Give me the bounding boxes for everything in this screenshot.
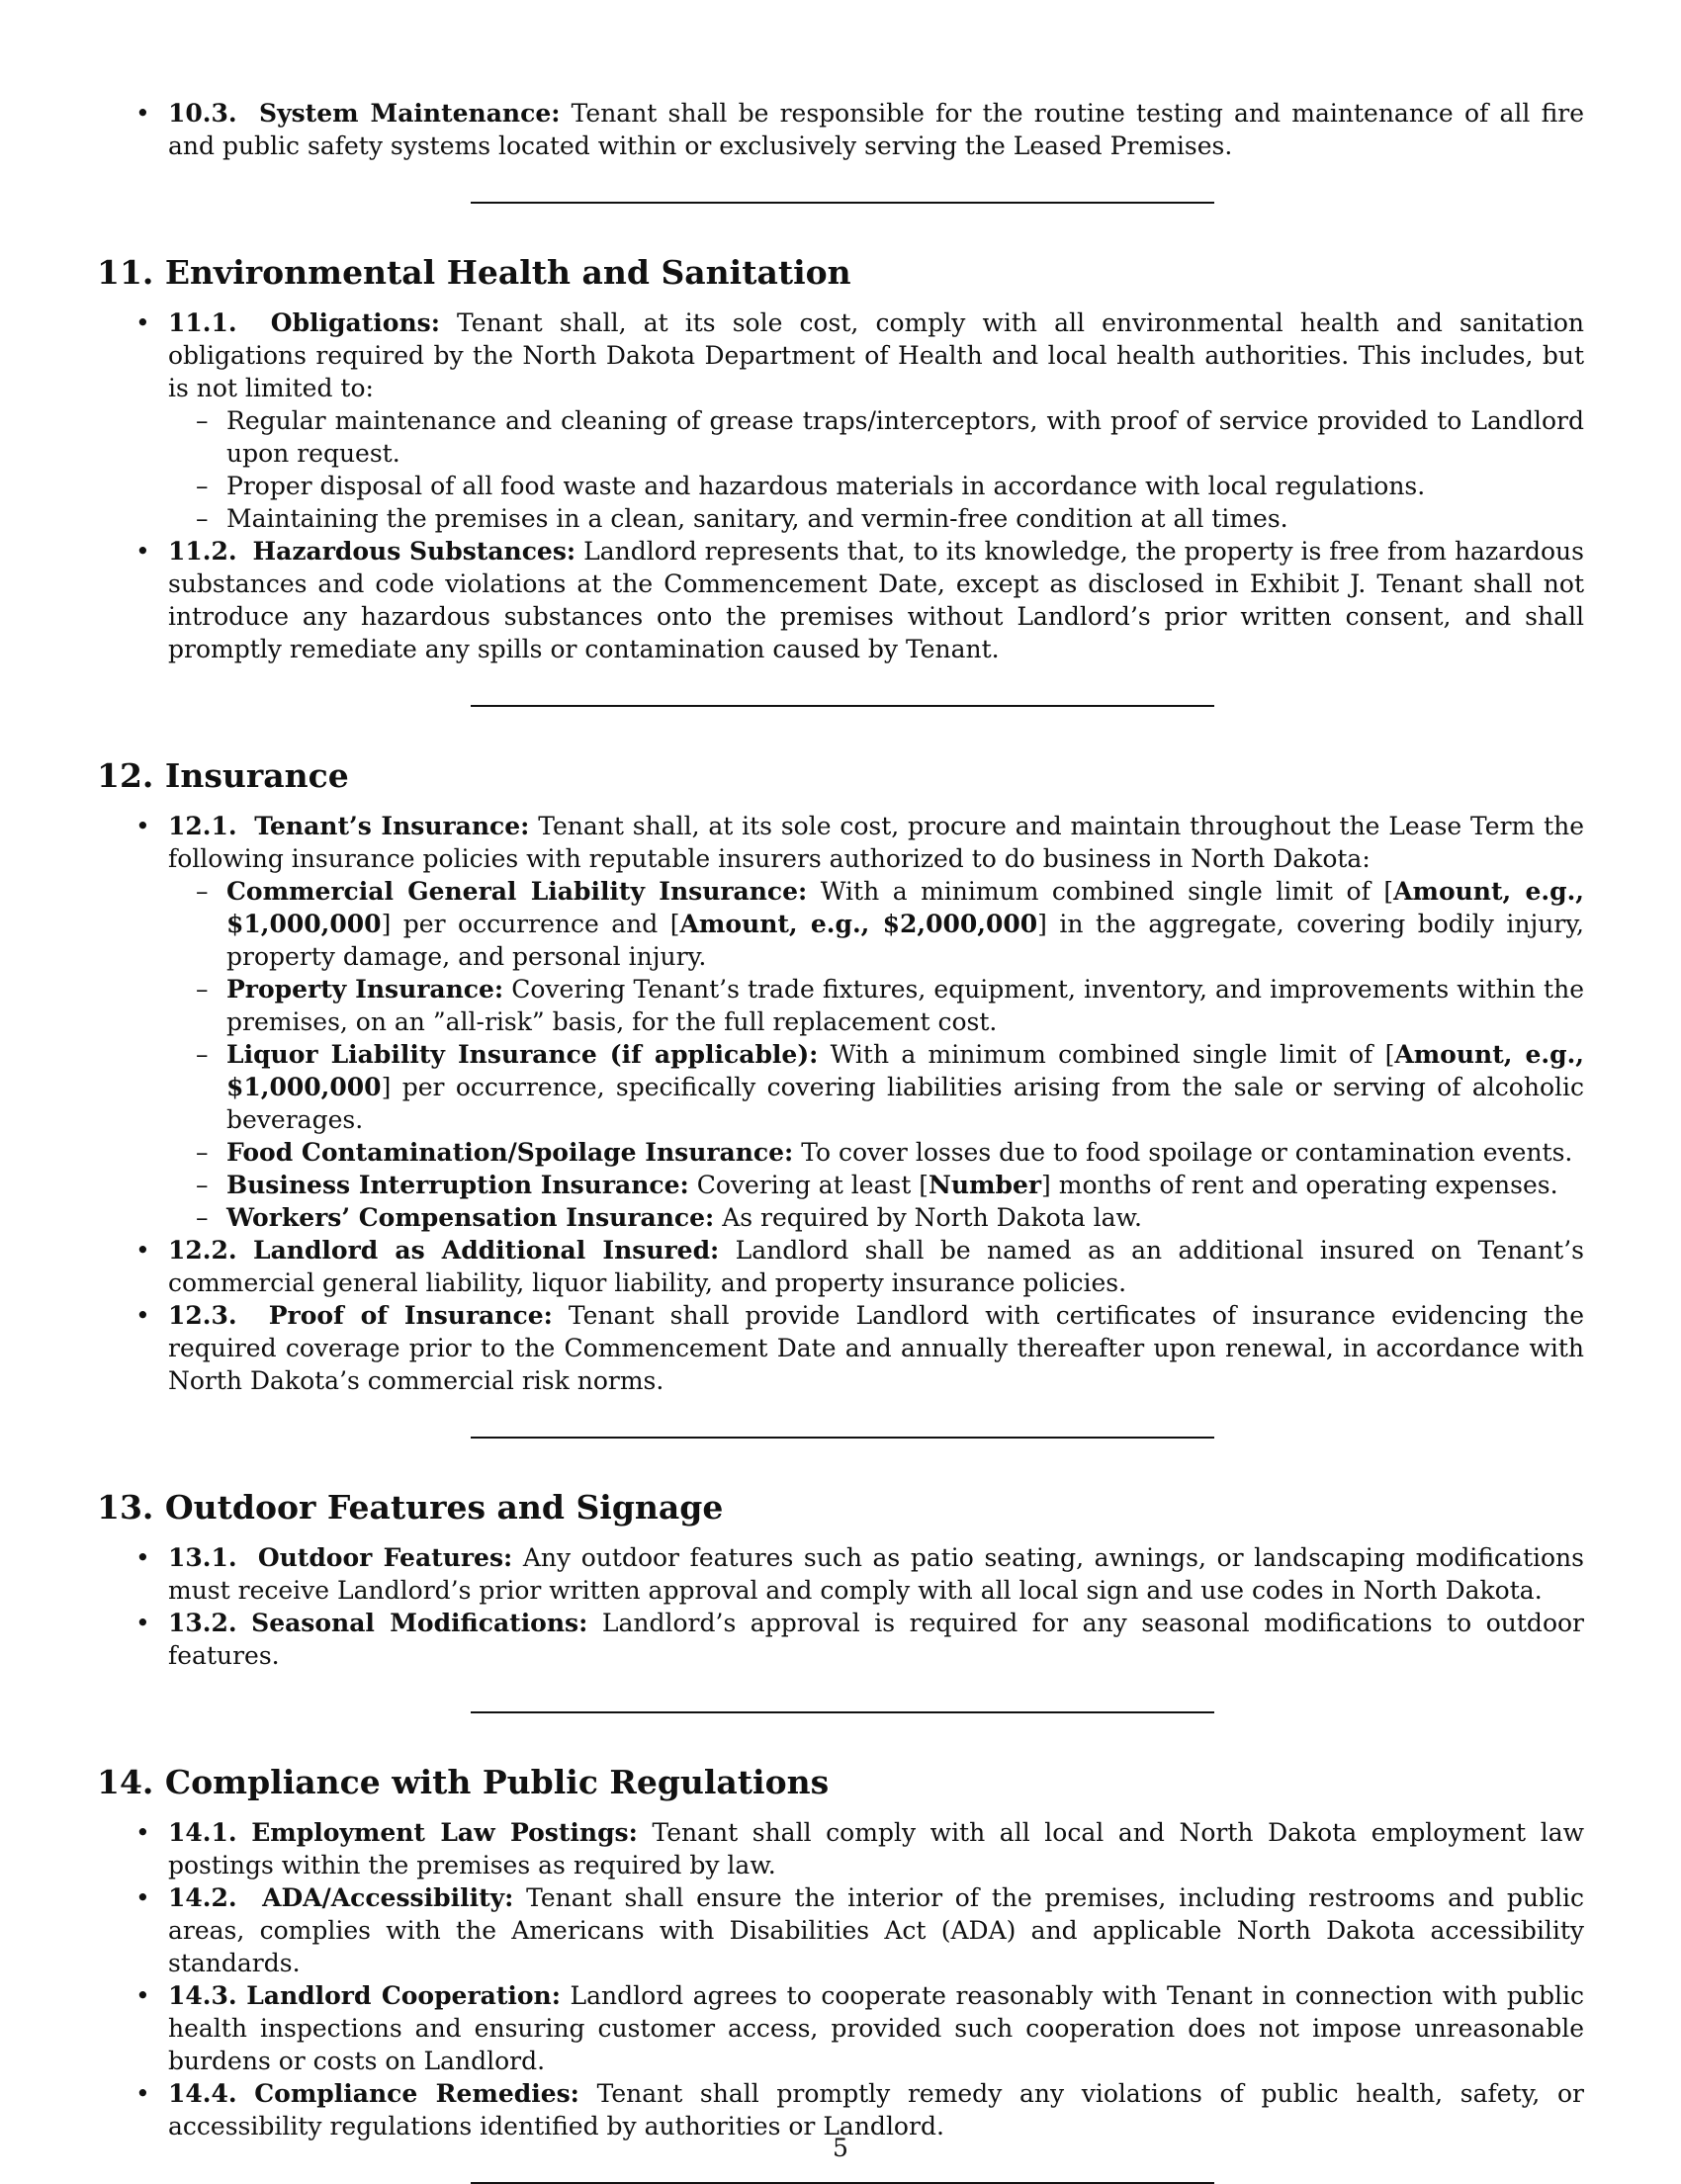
clause-heading: Compliance Remedies: xyxy=(254,2079,579,2108)
clause-number: 12.1. xyxy=(168,812,237,840)
insurance-workers-comp xyxy=(168,1201,1584,1234)
clause-10-3 xyxy=(97,97,1584,162)
section-divider xyxy=(471,1437,1214,1439)
insurance-food xyxy=(168,1136,1584,1169)
clause-text: Tenant shall, at its sole cost, comply with all environmental health and sanitation obligations required by the North Dakota Department of Health and local health authorities. This includes, but is not limited to: xyxy=(168,308,1584,402)
section-title: 13. Outdoor Features and Signage xyxy=(97,1488,724,1527)
clause-heading: Proof of Insurance: xyxy=(268,1301,553,1330)
placeholder-amount: Amount, e.g., $1,000,000 xyxy=(226,877,1584,938)
clause-text: Any outdoor features such as patio seating, awnings, or landscaping modifications must receive Landlord’s prior written approval and comply with all local sign and use codes in North Dakota. xyxy=(168,1543,1584,1605)
clause-14-3 xyxy=(97,1979,1584,2077)
sub-text: Covering at least [ xyxy=(688,1171,929,1199)
clause-13-2 xyxy=(97,1607,1584,1672)
clause-heading: Employment Law Postings: xyxy=(251,1818,638,1847)
sub-item: – Regular maintenance and cleaning of grease traps/interceptors, with proof of service provided to Landlord upon request. xyxy=(168,404,1584,470)
clause-text: Landlord represents that, to its knowledge, the property is free from hazardous substances and code violations at the Commencement Date, except as disclosed in Exhibit J. Tenant shall not introduce any hazardous substances onto the premises without Landlord’s prior written consent, and shall promptly remediate any spills or contamination caused by Tenant. xyxy=(168,537,1584,663)
clause-list-13 xyxy=(97,1541,1584,1672)
sub-text: ] per occurrence, specifically covering liabilities arising from the sale or serving of alcoholic beverages. xyxy=(226,1073,1584,1134)
sub-text: ] per occurrence and [ xyxy=(381,910,680,938)
clause-list-11 xyxy=(97,306,1584,665)
clause-text: Tenant shall ensure the interior of the premises, including restrooms and public areas, complies with the Americans with Disabilities Act (ADA) and applicable North Dakota accessibility standards. xyxy=(168,1883,1584,1977)
section-divider xyxy=(471,705,1214,707)
clause-12-2 xyxy=(97,1234,1584,1299)
section-divider xyxy=(471,1711,1214,1713)
clause-number: 14.3. xyxy=(168,1981,237,2010)
clause-list-10 xyxy=(97,97,1584,162)
clause-list-14 xyxy=(97,1816,1584,2142)
clause-14-1 xyxy=(97,1816,1584,1881)
placeholder-amount: Amount, e.g., $2,000,000 xyxy=(679,910,1038,938)
section-11 xyxy=(97,253,1584,665)
clause-heading: System Maintenance: xyxy=(259,99,561,128)
sub-heading: Business Interruption Insurance: xyxy=(226,1171,689,1199)
clause-11-1 xyxy=(97,306,1584,535)
clause-text: Tenant shall, at its sole cost, procure and maintain throughout the Lease Term the following insurance policies with reputable insurers authorized to do business in North Dakota: xyxy=(168,812,1585,873)
clause-heading: ADA/Accessibility: xyxy=(262,1883,514,1912)
clause-number: 14.1. xyxy=(168,1818,237,1847)
sub-list xyxy=(168,404,1584,535)
clause-text: Tenant shall be responsible for the routine testing and maintenance of all fire and public safety systems located within or exclusively serving the Leased Premises. xyxy=(168,99,1584,160)
section-14 xyxy=(97,1763,1584,2142)
sub-heading: Property Insurance: xyxy=(226,975,504,1004)
clause-12-1 xyxy=(97,810,1584,1234)
clause-14-2 xyxy=(97,1881,1584,1979)
sub-heading: Food Contamination/Spoilage Insurance: xyxy=(226,1138,794,1167)
clause-number: 14.4. xyxy=(168,2079,237,2108)
sub-item: – Proper disposal of all food waste and hazardous materials in accordance with local regulations. xyxy=(168,470,1584,502)
clause-heading: Outdoor Features: xyxy=(257,1543,513,1572)
placeholder-amount: Amount, e.g., $1,000,000 xyxy=(226,1040,1584,1101)
placeholder-number: Number xyxy=(928,1171,1042,1199)
sub-item: – Maintaining the premises in a clean, sanitary, and vermin-free condition at all times. xyxy=(168,502,1584,535)
clause-list-12 xyxy=(97,810,1584,1397)
page-number: 5 xyxy=(833,2134,848,2162)
clause-heading: Hazardous Substances: xyxy=(252,537,576,566)
clause-number: 10.3. xyxy=(168,99,237,128)
insurance-property xyxy=(168,973,1584,1038)
section-divider xyxy=(471,202,1214,204)
sub-text: Covering Tenant’s trade fixtures, equipment, inventory, and improvements within the premises, on an ”all-risk” basis, for the full replacement cost. xyxy=(226,975,1584,1036)
clause-heading: Landlord as Additional Insured: xyxy=(252,1236,720,1265)
clause-number: 11.1. xyxy=(168,308,237,337)
section-title: 12. Insurance xyxy=(97,756,349,795)
clause-heading: Seasonal Modifications: xyxy=(251,1609,588,1637)
insurance-cgl xyxy=(168,875,1584,973)
sub-text: As required by North Dakota law. xyxy=(714,1203,1142,1232)
section-title: 11. Environmental Health and Sanitation xyxy=(97,253,851,292)
clause-heading: Landlord Cooperation: xyxy=(246,1981,561,2010)
section-12 xyxy=(97,756,1584,1397)
clause-number: 13.1. xyxy=(168,1543,237,1572)
insurance-liquor xyxy=(168,1038,1584,1136)
clause-text: Tenant shall provide Landlord with certificates of insurance evidencing the required coverage prior to the Commencement Date and annually thereafter upon renewal, in accordance with North Dakota’s commercial risk norms. xyxy=(168,1301,1584,1395)
sub-text: ] months of rent and operating expenses. xyxy=(1041,1171,1558,1199)
clause-text: Tenant shall comply with all local and North Dakota employment law postings within the premises as required by law. xyxy=(168,1818,1585,1879)
document-page xyxy=(97,97,1584,2184)
sub-heading: Workers’ Compensation Insurance: xyxy=(226,1203,715,1232)
clause-13-1 xyxy=(97,1541,1584,1607)
sub-heading: Commercial General Liability Insurance: xyxy=(226,877,808,906)
clause-text: Landlord shall be named as an additional insured on Tenant’s commercial general liability, liquor liability, and property insurance policies. xyxy=(168,1236,1584,1297)
clause-number: 13.2. xyxy=(168,1609,237,1637)
clause-heading: Tenant’s Insurance: xyxy=(254,812,530,840)
clause-number: 14.2. xyxy=(168,1883,237,1912)
sub-text: With a minimum combined single limit of [ xyxy=(818,1040,1395,1069)
clause-number: 12.2. xyxy=(168,1236,237,1265)
clause-heading: Obligations: xyxy=(270,308,440,337)
clause-number: 12.3. xyxy=(168,1301,237,1330)
section-13 xyxy=(97,1488,1584,1672)
clause-number: 11.2. xyxy=(168,537,237,566)
insurance-business-interruption xyxy=(168,1169,1584,1201)
section-title: 14. Compliance with Public Regulations xyxy=(97,1763,830,1801)
sub-text: With a minimum combined single limit of [ xyxy=(807,877,1394,906)
clause-11-2 xyxy=(97,535,1584,665)
sub-text: To cover losses due to food spoilage or contamination events. xyxy=(793,1138,1573,1167)
clause-12-3 xyxy=(97,1299,1584,1397)
clause-text: Landlord agrees to cooperate reasonably with Tenant in connection with public health inspections and ensuring customer access, provided such cooperation does not impose unreasonable burdens or costs on Landlord. xyxy=(168,1981,1585,2075)
sub-text: ] in the aggregate, covering bodily injury, property damage, and personal injury. xyxy=(226,910,1584,971)
clause-text: Tenant shall promptly remedy any violations of public health, safety, or accessibility regulations identified by authorities or Landlord. xyxy=(168,2079,1585,2140)
insurance-list xyxy=(168,875,1584,1234)
sub-heading: Liquor Liability Insurance (if applicable): xyxy=(226,1040,819,1069)
clause-text: Landlord’s approval is required for any seasonal modifications to outdoor features. xyxy=(168,1609,1584,1670)
